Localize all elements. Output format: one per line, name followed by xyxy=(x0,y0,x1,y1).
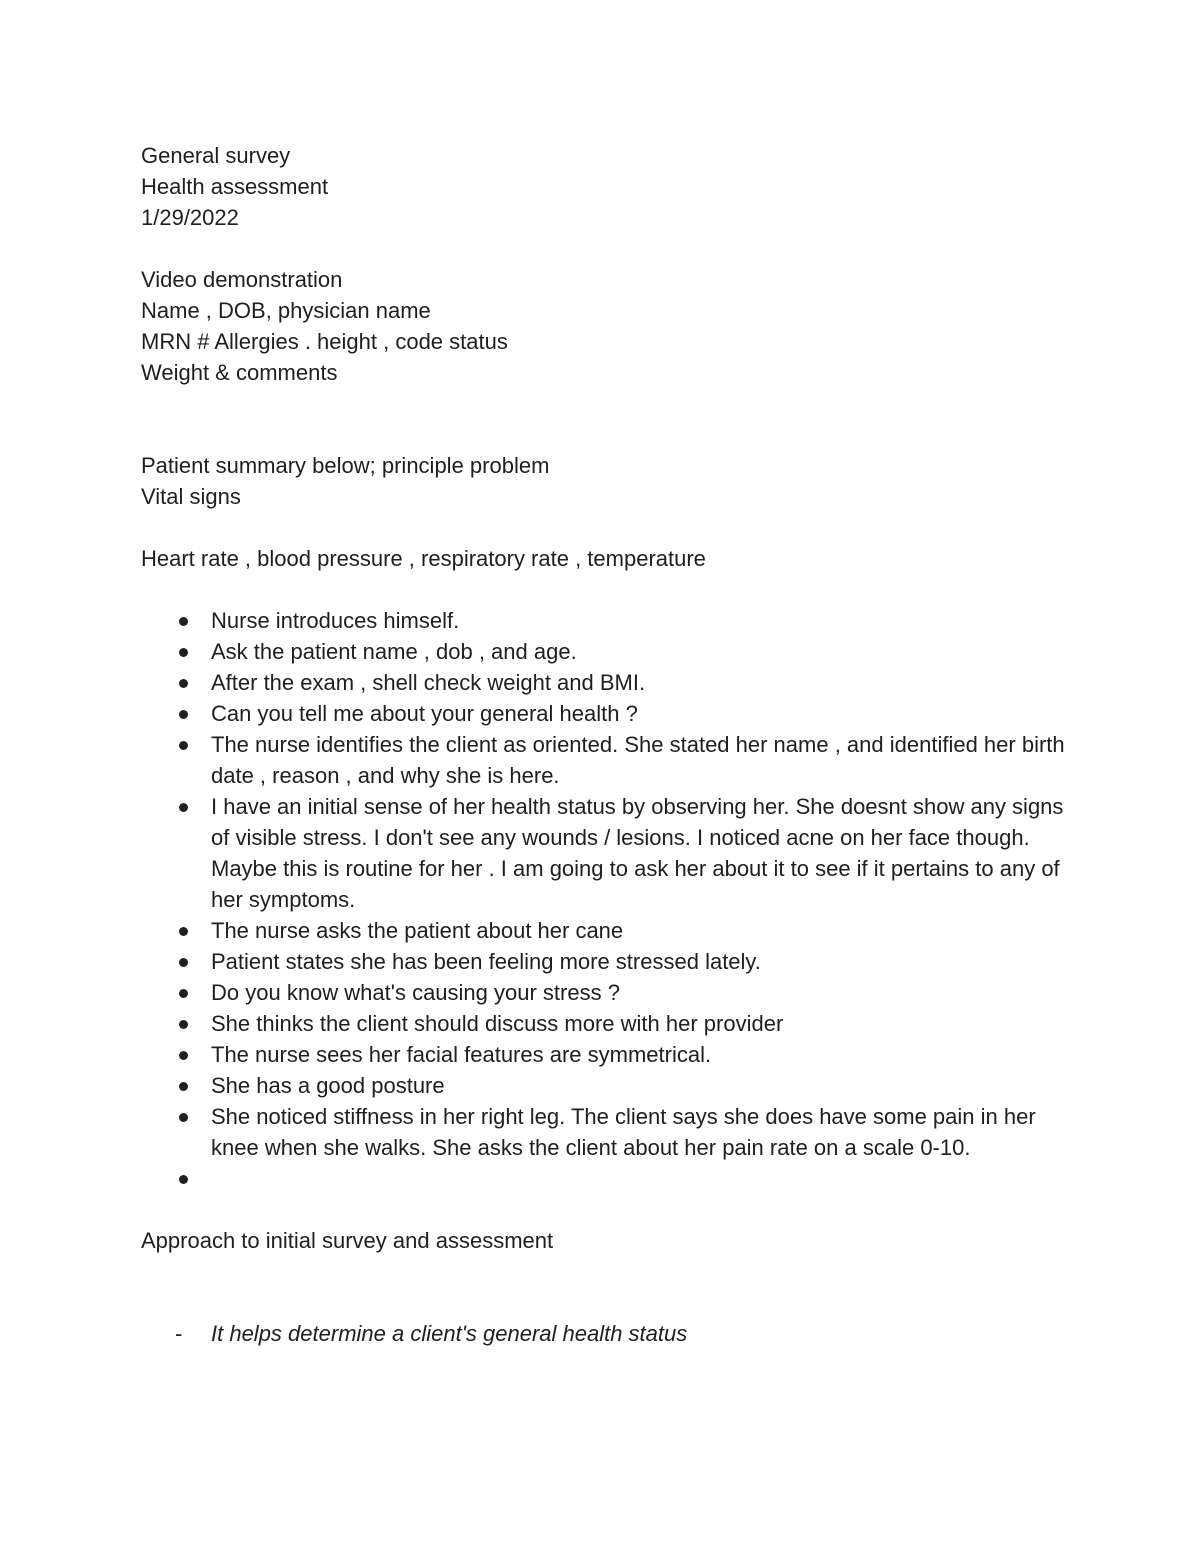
dash-marker: - xyxy=(175,1321,183,1346)
list-item-text: Ask the patient name , dob , and age. xyxy=(211,639,577,664)
vitals-list: Heart rate , blood pressure , respiratory rate , temperature xyxy=(141,546,706,571)
bullet-icon xyxy=(179,927,188,936)
video-line-mrn: MRN # Allergies . height , code status xyxy=(141,329,508,354)
list-item xyxy=(141,977,1081,1008)
bullet-icon xyxy=(179,741,188,750)
list-item-text: The nurse asks the patient about her cane xyxy=(211,918,624,943)
approach-heading: Approach to initial survey and assessment xyxy=(141,1228,554,1253)
bullet-icon xyxy=(179,617,188,626)
vital-signs-heading: Vital signs xyxy=(141,484,241,509)
bullet-icon xyxy=(179,679,188,688)
list-item xyxy=(141,1101,1081,1163)
bullet-icon xyxy=(179,1175,188,1184)
list-item-text: Do you know what's causing your stress ? xyxy=(211,980,620,1005)
list-item-text: The nurse sees her facial features are symmetrical. xyxy=(211,1042,712,1067)
list-item xyxy=(141,1070,1081,1101)
bullet-icon xyxy=(179,1113,188,1122)
list-item xyxy=(141,698,1081,729)
list-item xyxy=(141,1008,1081,1039)
bullet-icon xyxy=(179,1051,188,1060)
list-item xyxy=(141,915,1081,946)
bullet-icon xyxy=(179,1082,188,1091)
list-item-text: She thinks the client should discuss more with her provider xyxy=(211,1011,784,1036)
list-item-text: Patient states she has been feeling more stressed lately. xyxy=(211,949,761,974)
video-line-name: Name , DOB, physician name xyxy=(141,298,431,323)
doc-subtitle: Health assessment xyxy=(141,174,329,199)
doc-title: General survey xyxy=(141,143,291,168)
list-item xyxy=(141,667,1081,698)
list-item xyxy=(141,636,1081,667)
video-heading: Video demonstration xyxy=(141,267,343,292)
bullet-icon xyxy=(179,958,188,967)
list-item-text: She has a good posture xyxy=(211,1073,445,1098)
bullet-icon xyxy=(179,710,188,719)
list-item-text: Nurse introduces himself. xyxy=(211,608,460,633)
list-item xyxy=(141,1039,1081,1070)
list-item-text: After the exam , shell check weight and BMI. xyxy=(211,670,646,695)
bullet-icon xyxy=(179,1020,188,1029)
list-item xyxy=(141,729,1081,791)
observation-list xyxy=(141,605,1081,1194)
dash-list-item xyxy=(141,1318,1081,1349)
list-item xyxy=(141,605,1081,636)
video-line-weight: Weight & comments xyxy=(141,360,338,385)
bullet-icon xyxy=(179,648,188,657)
list-item xyxy=(141,946,1081,977)
list-item-text: I have an initial sense of her health status by observing her. She doesnt show any signs of visible stress. I don't see any wounds / lesions. I noticed acne on her face though. Maybe this is routine for her . I am going to ask her about it to see if it pertains to any of her symptoms. xyxy=(211,794,1064,912)
list-item-text: She noticed stiffness in her right leg. The client says she does have some pain in her knee when she walks. She asks the client about her pain rate on a scale 0-10. xyxy=(211,1104,1036,1160)
list-item-empty xyxy=(141,1163,1081,1194)
document-page xyxy=(141,140,1081,1349)
approach-list xyxy=(141,1318,1081,1349)
doc-date: 1/29/2022 xyxy=(141,205,239,230)
bullet-icon xyxy=(179,989,188,998)
bullet-icon xyxy=(179,803,188,812)
dash-list-item-text: It helps determine a client's general health status xyxy=(211,1321,688,1346)
list-item-text: The nurse identifies the client as oriented. She stated her name , and identified her birth date , reason , and why she is here. xyxy=(211,732,1065,788)
list-item-text: Can you tell me about your general health ? xyxy=(211,701,638,726)
list-item xyxy=(141,791,1081,915)
summary-heading: Patient summary below; principle problem xyxy=(141,453,550,478)
